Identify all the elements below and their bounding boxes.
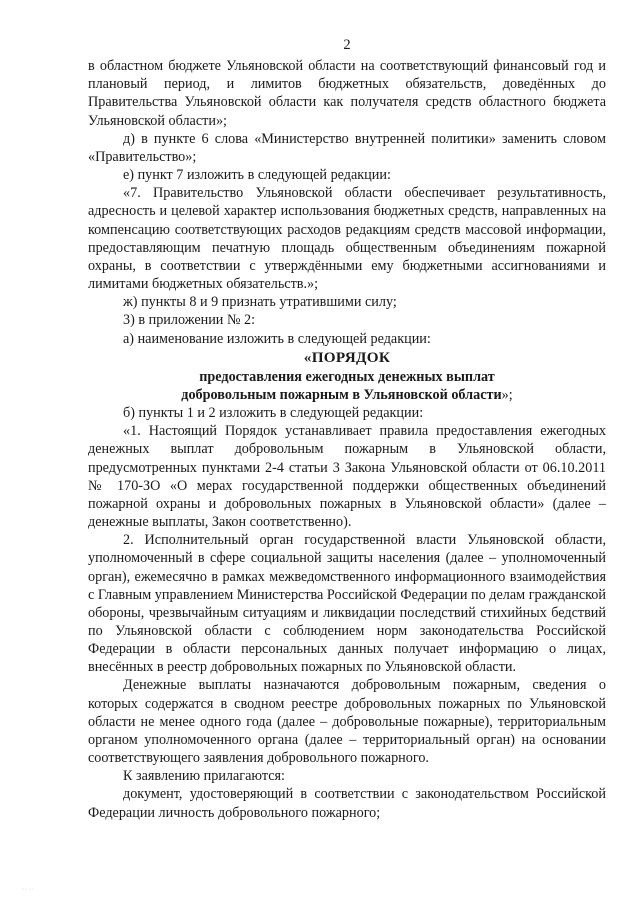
document-page: [88, 36, 606, 822]
paragraph-item-d: д) в пункте 6 слова «Министерство внутренней политики» заменить словом «Правительство»;: [88, 130, 606, 165]
order-subtitle-line-1: предоставления ежегодных денежных выплат: [199, 368, 495, 385]
order-subtitle-tail: »;: [501, 386, 513, 403]
scan-mark: ·· ··: [22, 886, 34, 893]
paragraph-clause-7: «7. Правительство Ульяновской области обеспечивает результативность, адресность и целевой характер использования бюджетных средств, направленных на компенсацию соответствующих расходов редакциям средств массовой информации, предоставляющим печатную площадь общественным объединениям пожарной охраны, в соответствии с утверждёнными ему бюджетными ассигнованиями и лимитами бюджетных обязательств.»;: [88, 185, 606, 293]
paragraph-attachments: К заявлению прилагаются:: [123, 768, 285, 785]
order-subtitle-bold-text: добровольным пожарным в Ульяновской области: [181, 386, 502, 403]
paragraph-budget-continuation: в областном бюджете Ульяновской области на соответствующий финансовый год и плановый период, и лимитов бюджетных обязательств, доведённых до Правительства Ульяновской области как получателя средств областного бюджета Ульяновской области»;: [88, 58, 606, 129]
paragraph-item-b: б) пункты 1 и 2 изложить в следующей редакции:: [123, 405, 424, 422]
order-title: «ПОРЯДОК: [303, 348, 391, 366]
paragraph-clause-1: «1. Настоящий Порядок устанавливает правила предоставления ежегодных денежных выплат добровольным пожарным в Ульяновской области, предусмотренных пунктами 2-4 статьи 3 Закона Ульяновской области от 06.10.2011 № 170-ЗО «О мерах государственной поддержки общественных объединений пожарной охраны и добровольных пожарных в Ульяновской области» (далее – денежные выплаты, Закон соответственно).: [88, 423, 606, 531]
page-number: 2: [343, 37, 351, 53]
paragraph-identity-document: документ, удостоверяющий в соответствии с законодательством Российской Федерации личность добровольного пожарного;: [88, 786, 606, 821]
paragraph-clause-2: 2. Исполнительный орган государственной власти Ульяновской области, уполномоченный в сфере социальной защиты населения (далее – уполномоченный орган), ежемесячно в рамках межведомственного информационного взаимодействия с Главным управлением Министерства Российской Федерации по делам гражданской обороны, чрезвычайным ситуациям и ликвидации последствий стихийных бедствий по Ульяновской области с соблюдением норм законодательства Российской Федерации в области персональных данных получает информацию о лицах, внесённых в реестр добровольных пожарных по Ульяновской области.: [88, 532, 606, 676]
paragraph-item-zh: ж) пункты 8 и 9 признать утратившими силу;: [123, 294, 397, 311]
order-subtitle-line-2: [88, 386, 606, 404]
paragraph-appendix-2: 3) в приложении № 2:: [123, 312, 256, 329]
paragraph-payments: Денежные выплаты назначаются добровольным пожарным, сведения о которых содержатся в сводном реестре добровольных пожарных по Ульяновской области не менее одного года (далее – добровольные пожарные), территориальным органом уполномоченного органа (далее – территориальный орган) на основании соответствующего заявления добровольного пожарного.: [88, 677, 606, 767]
paragraph-item-e: е) пункт 7 изложить в следующей редакции:: [123, 167, 391, 184]
paragraph-item-a: а) наименование изложить в следующей редакции:: [123, 330, 431, 347]
